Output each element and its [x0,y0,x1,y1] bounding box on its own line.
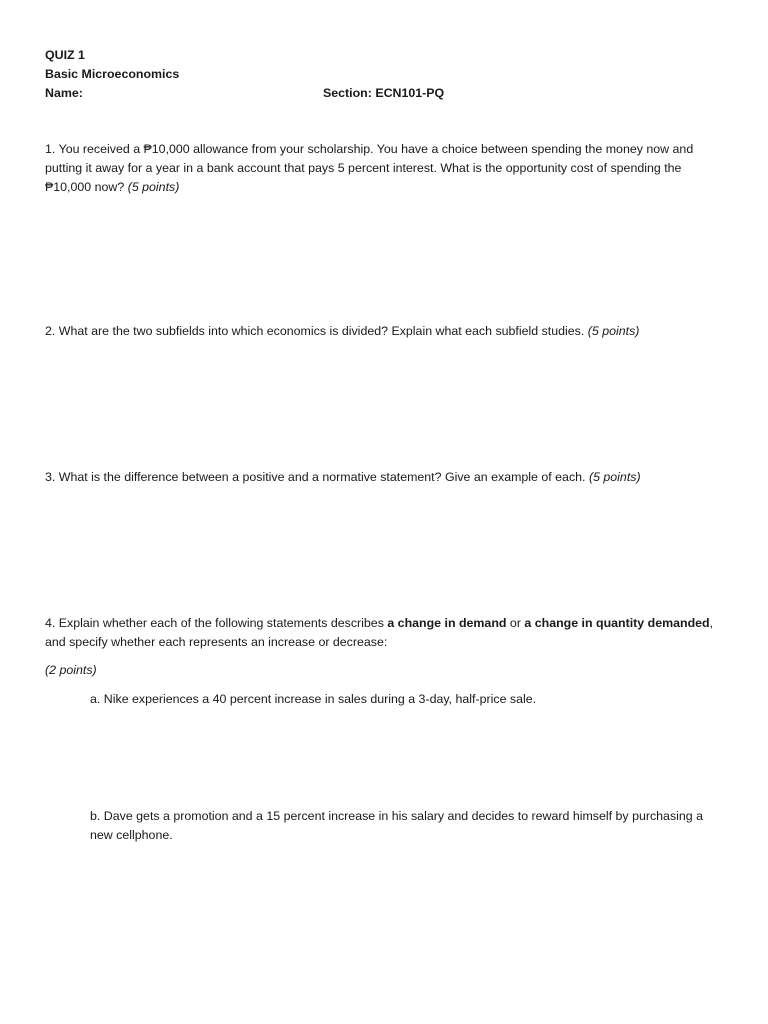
quiz-title: QUIZ 1 [45,48,85,62]
question-4-points-text: (2 points) [45,663,97,677]
question-4-bold-term-2: a change in quantity demanded [524,616,710,630]
question-2-text: What are the two subfields into which economics is divided? Explain what each subfield studies. [58,324,585,338]
question-4-text-mid: or [509,616,521,630]
question-1-points: (5 points) [127,180,180,194]
question-4b-label: b. [90,809,101,823]
question-3-text: What is the difference between a positive and a normative statement? Give an example of each. [58,470,586,484]
question-1-text: You received a ₱10,000 allowance from your scholarship. You have a choice between spending the money now and putting it away for a year in a bank account that pays 5 percent interest. What is the opportunity cost of spending the ₱10,000 now? [45,142,694,194]
question-4 [45,614,725,652]
question-4-text-after: , and specify whether each represents an increase or decrease: [45,616,714,649]
section-label: Section: ECN101-PQ [323,86,445,100]
question-2 [45,322,725,341]
question-3-points: (5 points) [588,470,641,484]
course-title: Basic Microeconomics [45,67,180,81]
question-2-points: (5 points) [587,324,640,338]
name-label: Name: [45,86,83,100]
question-4-number: 4. [45,616,56,630]
question-1 [45,140,725,197]
question-2-number: 2. [45,324,56,338]
question-4a [90,690,720,709]
question-1-number: 1. [45,142,56,156]
question-3-number: 3. [45,470,56,484]
question-4-points [45,661,97,680]
question-4b-text: Dave gets a promotion and a 15 percent increase in his salary and decides to reward himself by purchasing a new cellphone. [90,809,704,842]
question-4a-label: a. [90,692,101,706]
question-4-bold-term-1: a change in demand [387,616,507,630]
question-4a-text: Nike experiences a 40 percent increase in sales during a 3-day, half-price sale. [103,692,537,706]
question-4-text-before: Explain whether each of the following statements describes [58,616,384,630]
question-3 [45,468,725,487]
question-4b [90,807,720,845]
